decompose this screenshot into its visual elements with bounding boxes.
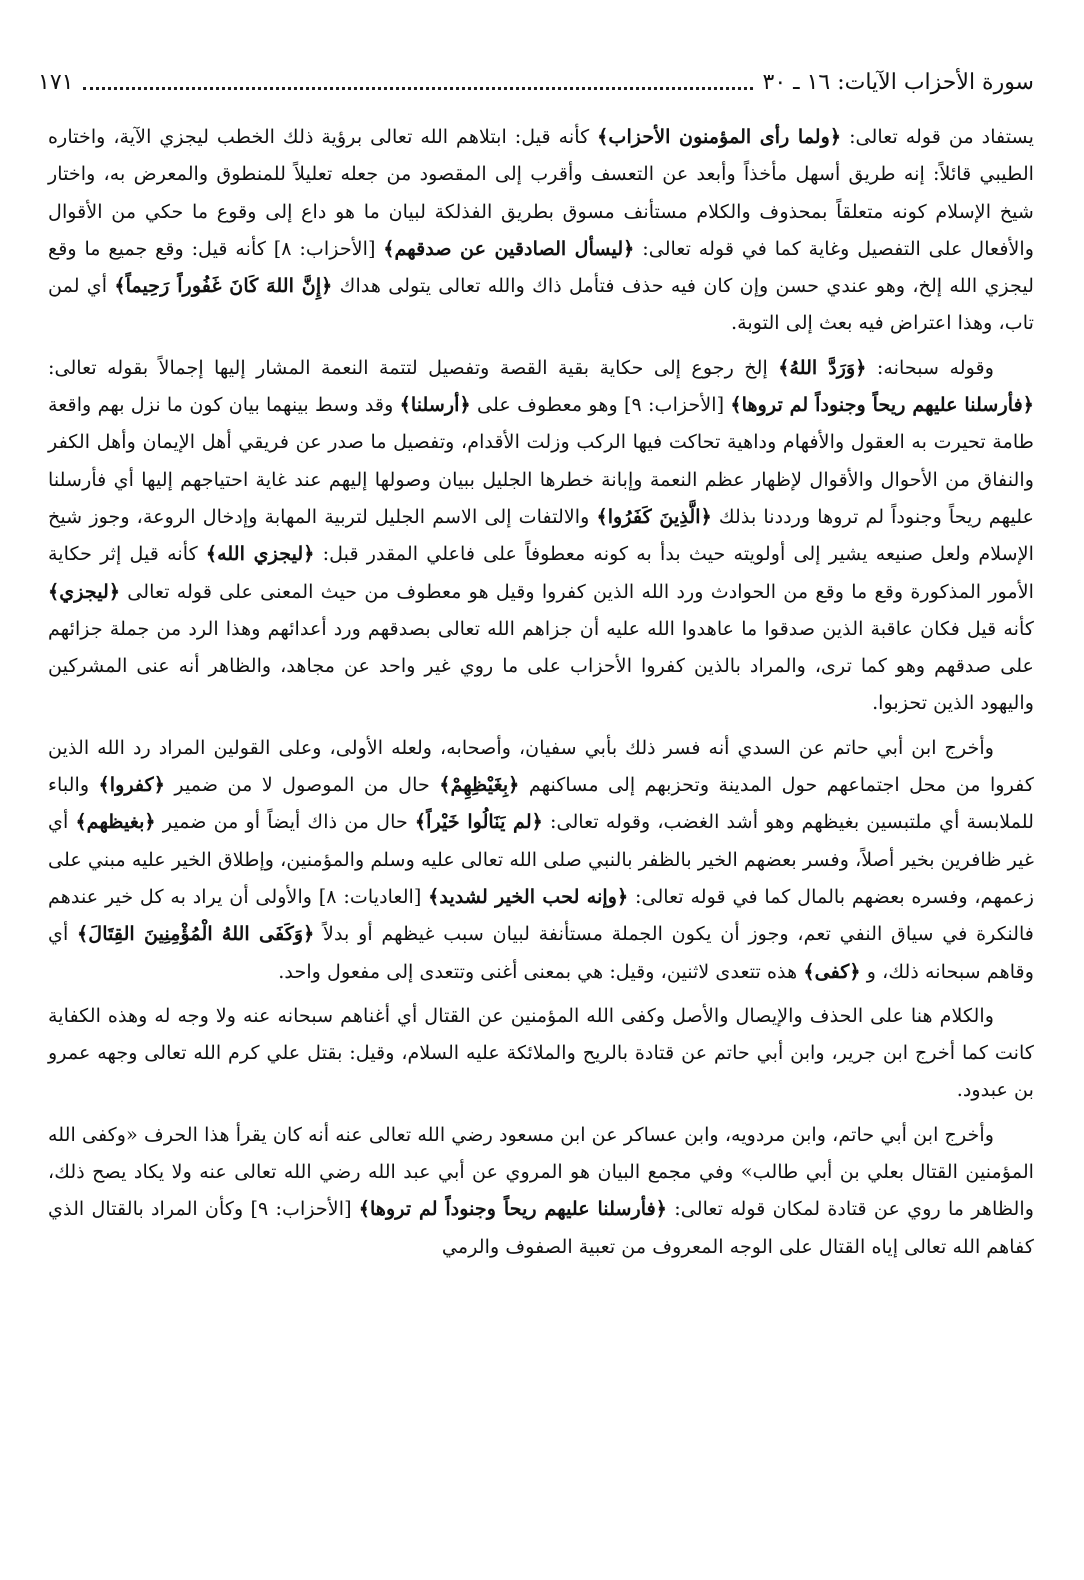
quran-quote: ﴿إِنَّ اللهَ كَانَ غَفُوراً رَحِيماً﴾ [114, 274, 333, 298]
paragraph [48, 997, 1034, 1109]
quran-quote: ﴿بغيظهم﴾ [75, 810, 156, 834]
body-text: والباء للملابسة أي ملتبسين بغيظهم وهو أشد الغضب، وقوله تعالى: [48, 773, 1034, 834]
tafsir-body [48, 118, 1034, 1560]
body-text: [الأحزاب: ٩] وهو معطوف على [470, 393, 731, 417]
quran-quote: ﴿ليسأل الصادقين عن صدقهم﴾ [383, 236, 635, 260]
page-header [38, 62, 1034, 102]
body-text: والالتفات إلى الاسم الجليل لتربية المهابة وإدخال الروعة، وجوز شيخ الإسلام ولعل صنيعه يشير إلى أولويته حيث بدأ به كونه معطوفاً على فاعلي المقدر قبل: [48, 504, 1035, 566]
body-text: [الأحزاب: ٨] كأنه قيل: وقع جميع ما وقع ليجزي الله إلخ، وهو عندي حسن وإن كان فيه حذف فتأمل ذاك والله تعالى يتولى هداك [48, 236, 1034, 298]
quran-quote: ﴿لم يَنَالُوا خَيْراً﴾ [414, 810, 543, 834]
body-text: هذه تتعدى لاثنين، وقيل: هي بمعنى أغنى وتتعدى إلى مفعول واحد. [278, 959, 804, 983]
body-text: [الأحزاب: ٩] وكأن المراد بالقتال الذي كفاهم الله تعالى إياه القتال على الوجه المعروف من تعبية الصفوف والرمي [48, 1197, 1034, 1258]
quran-quote: ﴿وإنه لحب الخير لشديد﴾ [428, 884, 629, 908]
quran-quote: ﴿ولما رأى المؤمنون الأحزاب﴾ [597, 125, 842, 148]
body-text: حال من ذاك أيضاً أو من ضمير [155, 810, 415, 834]
body-text: يستفاد من قوله تعالى: [841, 125, 1034, 148]
paragraph [48, 729, 1034, 990]
body-text: وأخرج ابن أبي حاتم، وابن مردويه، وابن عساكر عن ابن مسعود رضي الله تعالى عنه أنه كان يقرأ هذا الحرف «وكفى الله المؤمنين القتال بعلي بن أبي طالب» وفي مجمع البيان هو المروي عن أبي عبد الله رضي الله تعالى عنه ولا يكاد يصح ذلك، والظاهر ما روي عن قتادة لمكان قوله تعالى: [48, 1122, 1035, 1221]
page-number: ١٧١ [38, 69, 74, 95]
body-text: [العاديات: ٨] والأولى أن يراد به كل خير عندهم فالنكرة في سياق النفي تعم، وجوز أن يكون الجملة مستأنفة لبيان سبب غيظهم أو بدلاً [48, 884, 1034, 946]
quran-quote: ﴿الَّذِينَ كَفَرُوا﴾ [596, 504, 712, 528]
body-text: كأنه قيل: ابتلاهم الله تعالى برؤية ذلك الخطب ليجزي الآية، واختاره الطيبي قائلاً: إنه طريق أسهل مأخذاً وأبعد عن التعسف وأقرب إلى المقصود من جعله تعليلاً للمنطوق والمعرض به، واختار شيخ الإسلام كونه متعلقاً بمحذوف والكلام مستأنف مسوق بطريق الفذلكة لبيان ما هو داع إلى وقوع ما حكي من الأقوال والأفعال على التفصيل وغاية كما في قوله تعالى: [48, 125, 1035, 260]
paragraph [48, 1116, 1034, 1265]
paragraph [48, 349, 1034, 722]
quran-quote: ﴿بِغَيْظِهِمْ﴾ [439, 773, 520, 797]
quran-quote: ﴿ليجزي الله﴾ [205, 542, 315, 566]
quran-quote: ﴿وَكَفَى اللهُ الْمُؤْمِنِينَ القِتَالَ﴾ [77, 922, 315, 946]
body-text: إلخ رجوع إلى حكاية بقية القصة وتفصيل لتتمة النعمة المشار إليها إجمالاً بقوله تعالى: [48, 355, 779, 379]
quran-quote: ﴿كفروا﴾ [98, 773, 166, 797]
body-text: أي وقاهم سبحانه ذلك، و [48, 922, 1034, 983]
paragraph [48, 118, 1034, 342]
quran-quote: ﴿أرسلنا﴾ [399, 393, 471, 417]
header-dotted-leader [83, 87, 752, 90]
body-text: حال من الموصول لا من ضمير [165, 773, 440, 797]
body-text: وأخرج ابن أبي حاتم عن السدي أنه فسر ذلك بأبي سفيان، وأصحابه، ولعله الأولى، وعلى القولين المراد رد الله الذين كفروا من محل اجتماعهم حول المدينة وتحزبهم إلى مساكنهم [48, 735, 1034, 797]
body-text: وقوله سبحانه: [866, 355, 994, 379]
quran-quote: ﴿فأرسلنا عليهم ريحاً وجنوداً لم تروها﴾ [358, 1197, 668, 1221]
quran-quote: ﴿وَرَدَّ اللهُ﴾ [778, 355, 867, 379]
quran-quote: ﴿ليجزي﴾ [48, 579, 121, 603]
quran-quote: ﴿فأرسلنا عليهم ريحاً وجنوداً لم تروها﴾ [730, 393, 1034, 417]
body-text: أي لمن تاب، وهذا اعتراض فيه بعث إلى التوبة. [48, 274, 1034, 335]
body-text: أي غير ظافرين بخير أصلاً، وفسر بعضهم الخير بالظفر بالنبي صلى الله تعالى عليه وسلم والمؤمنين، وإطلاق الخير عليه مبني على زعمهم، وفسره بعضهم بالمال كما في قوله تعالى: [48, 810, 1034, 908]
body-text: والكلام هنا على الحذف والإيصال والأصل وكفى الله المؤمنين عن القتال أي أغناهم سبحانه عنه ولا وجه له وهذه الكفاية كانت كما أخرج ابن جرير، وابن أبي حاتم عن قتادة بالريح والملائكة عليه السلام، وقيل: بقتل علي كرم الله تعالى وجهه عمرو بن عبدود. [48, 1003, 1034, 1102]
quran-quote: ﴿كفى﴾ [803, 959, 861, 983]
surah-title: سورة الأحزاب الآيات: ١٦ ـ ٣٠ [762, 69, 1034, 95]
body-text: وقد وسط بينهما بيان كون ما نزل بهم واقعة طامة تحيرت به العقول والأفهام وداهية تحاكت فيها الركب وزلت الأقدام، وتفصيل ما صدر عن فريقي أهل الإيمان وأهل الكفر والنفاق من الأحوال والأقوال لإظهار عظم النعمة وإبانة خطرها الجليل ببيان وصولها إليهم عند غاية احتياجهم إليها أي فأرسلنا عليهم ريحاً وجنوداً لم تروها ورددنا بذلك [48, 393, 1035, 528]
body-text: كأنه قيل إثر حكاية الأمور المذكورة وقع ما وقع من الحوادث ورد الله الذين كفروا وقيل هو معطوف من حيث المعنى على قوله تعالى [48, 542, 1034, 603]
body-text: كأنه قيل فكان عاقبة الذين صدقوا ما عاهدوا الله عليه أن جزاهم الله تعالى بصدقهم ورد أعدائهم وهذا الرد من جملة جزائهم على صدقهم وهو كما ترى، والمراد بالذين كفروا الأحزاب على ما روي غير واحد عن مجاهد، والظاهر أنه عنى المشركين واليهود الذين تحزبوا. [48, 616, 1034, 715]
